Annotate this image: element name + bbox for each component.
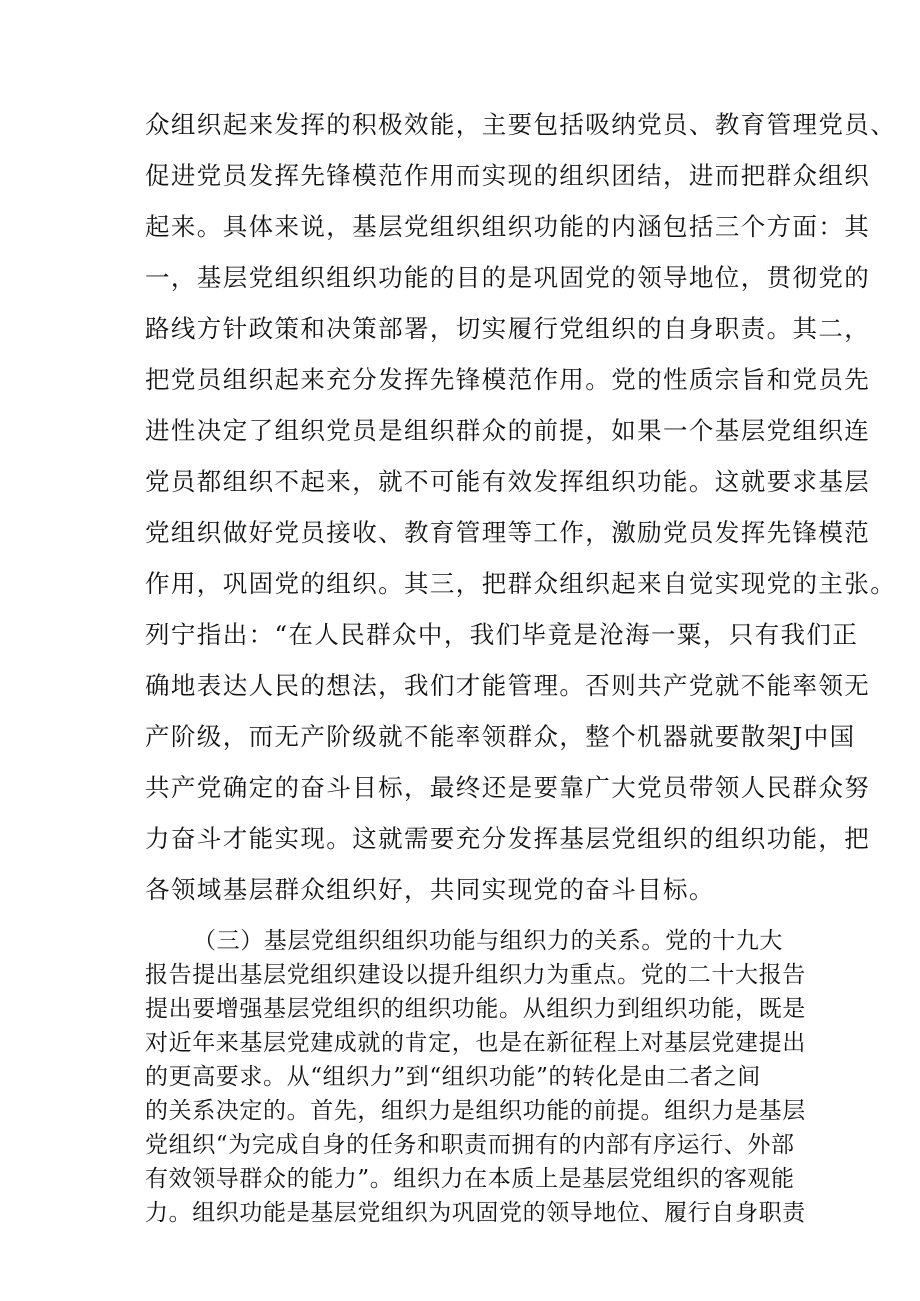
paragraph-line: 各领域基层群众组织好，共同实现党的奋斗目标。 — [145, 875, 715, 904]
paragraph-line: 一，基层党组织组织功能的目的是巩固党的领导地位，贯彻党的 — [145, 263, 871, 292]
paragraph-line: 报告提出基层党组织建设以提升组织力为重点。党的二十大报告 — [145, 962, 806, 988]
paragraph-line: 把党员组织起来充分发挥先锋模范作用。党的性质宗旨和党员先 — [145, 365, 871, 394]
paragraph-line: 的关系决定的。首先，组织力是组织功能的前提。组织力是基层 — [145, 1098, 806, 1124]
paragraph-line: 进性决定了组织党员是组织群众的前提，如果一个基层党组织连 — [145, 416, 871, 445]
paragraph-line: 提出要增强基层党组织的组织功能。从组织力到组织功能，既是 — [145, 996, 806, 1022]
paragraph-line: 促进党员发挥先锋模范作用而实现的组织团结，进而把群众组织 — [145, 161, 871, 190]
paragraph-line: 力奋斗才能实现。这就需要充分发挥基层党组织的组织功能，把 — [145, 824, 871, 853]
paragraph-line: 起来。具体来说，基层党组织组织功能的内涵包括三个方面：其 — [145, 212, 871, 241]
paragraph-line: 作用，巩固党的组织。其三，把群众组织起来自觉实现党的主张。 — [145, 569, 897, 598]
paragraph-line: 的更高要求。从“组织力”到“组织功能”的转化是由二者之间 — [145, 1064, 761, 1090]
paragraph-line: 有效领导群众的能力”。组织力在本质上是基层党组织的客观能 — [145, 1166, 795, 1192]
paragraph-line: 确地表达人民的想法，我们才能管理。否则共产党就不能率领无 — [145, 671, 871, 700]
paragraph-line: 党组织做好党员接收、教育管理等工作，激励党员发挥先锋模范 — [145, 518, 871, 547]
paragraph-line: 共产党确定的奋斗目标，最终还是要靠广大党员带领人民群众努 — [145, 773, 871, 802]
paragraph-line: 列宁指出：“在人民群众中，我们毕竟是沧海一粟，只有我们正 — [145, 620, 859, 649]
paragraph-line: （三）基层党组织组织功能与组织力的关系。党的十九大 — [193, 928, 783, 954]
paragraph-line: 党组织“为完成自身的任务和职责而拥有的内部有序运行、外部 — [145, 1132, 795, 1158]
paragraph-line: 对近年来基层党建成就的肯定，也是在新征程上对基层党建提出 — [145, 1030, 806, 1056]
paragraph-line: 众组织起来发挥的积极效能，主要包括吸纳党员、教育管理党员、 — [145, 110, 897, 139]
paragraph-line: 力。组织功能是基层党组织为巩固党的领导地位、履行自身职责 — [145, 1200, 806, 1226]
paragraph-line: 路线方针政策和决策部署，切实履行党组织的自身职责。其二， — [145, 314, 871, 343]
paragraph-line: 党员都组织不起来，就不可能有效发挥组织功能。这就要求基层 — [145, 467, 871, 496]
paragraph-line: 产阶级，而无产阶级就不能率领群众，整个机器就要散架J中国 — [145, 722, 856, 751]
